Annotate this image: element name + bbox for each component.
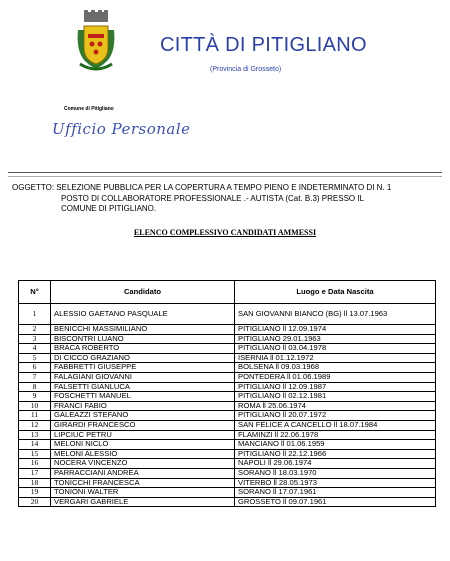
candidate-name: GALEAZZI STEFANO [51,411,235,421]
candidate-name: BRACA ROBERTO [51,344,235,354]
birth-info: PITIGLIANO ll 03.04.1978 [235,344,436,354]
table-row [19,440,436,450]
candidate-name: FABBRETTI GIUSEPPE [51,363,235,373]
row-number: 10 [19,401,51,411]
birth-info: PITIGLIANO ll 02.12.1981 [235,392,436,402]
row-number: 6 [19,363,51,373]
subject-line-1: OGGETTO: SELEZIONE PUBBLICA PER LA COPERTURA A TEMPO PIENO E INDETERMINATO DI N. 1 [12,183,392,192]
list-title: ELENCO COMPLESSIVO CANDIDATI AMMESSI [133,228,317,237]
candidate-name: MELONI NICLO [51,440,235,450]
candidate-name: FOSCHETTI MANUEL [51,392,235,402]
birth-info: MANCIANO ll 01.06.1959 [235,440,436,450]
table-row [19,459,436,469]
row-number: 7 [19,372,51,382]
birth-info: PITIGLIANO ll 12.09.1987 [235,382,436,392]
province-label: (Provincia di Grosseto) [210,66,282,73]
row-number: 3 [19,334,51,344]
candidate-name: BISCONTRI LUANO [51,334,235,344]
birth-info: VITERBO ll 28.05.1973 [235,478,436,488]
row-number: 18 [19,478,51,488]
table-row [19,325,436,335]
column-header-candidate: Candidato [51,281,235,304]
candidate-name: TONICCHI FRANCESCA [51,478,235,488]
row-number: 13 [19,430,51,440]
table-row [19,468,436,478]
candidate-name: PARRACCIANI ANDREA [51,468,235,478]
birth-info: PITIGLIANO ll 22.12.1966 [235,449,436,459]
birth-info: SAN GIOVANNI BIANCO (BG) ll 13.07.1963 [235,304,436,325]
candidate-name: GIRARDI FRANCESCO [51,420,235,430]
birth-info: PITIGLIANO ll 12.09.1974 [235,325,436,335]
birth-info: BOLSENA ll 09.03.1968 [235,363,436,373]
row-number: 17 [19,468,51,478]
candidate-name: FALAGIANI GIOVANNI [51,372,235,382]
table-row [19,420,436,430]
office-signature: Ufficio Personale [52,120,191,138]
row-number: 5 [19,353,51,363]
divider [8,172,442,173]
row-number: 12 [19,420,51,430]
table-row [19,488,436,498]
candidate-name: VERGARI GABRIELE [51,497,235,507]
divider [8,176,442,177]
candidate-name: MELONI ALESSIO [51,449,235,459]
row-number: 14 [19,440,51,450]
candidates-table [18,280,436,507]
candidate-name: ALESSIO GAETANO PASQUALE [51,304,235,325]
subject-line-3: COMUNE DI PITIGLIANO. [61,204,157,213]
birth-info: SORANO ll 17.07.1961 [235,488,436,498]
row-number: 9 [19,392,51,402]
candidate-name: FRANCI FABIO [51,401,235,411]
candidate-name: NOCERA VINCENZO [51,459,235,469]
candidate-name: LIPCIUC PETRU [51,430,235,440]
birth-info: NAPOLI ll 29.06.1974 [235,459,436,469]
table-row [19,411,436,421]
city-title: CITTÀ DI PITIGLIANO [160,34,367,56]
birth-info: PITIGLIANO 29.01.1963 [235,334,436,344]
birth-info: SORANO ll 18.03.1970 [235,468,436,478]
birth-info: ROMA ll 25.06.1974 [235,401,436,411]
coat-of-arms-icon [74,10,118,74]
column-header-number: N° [19,281,51,304]
candidate-name: TONIONI WALTER [51,488,235,498]
birth-info: ISERNIA ll 01.12.1972 [235,353,436,363]
row-number: 4 [19,344,51,354]
birth-info: SAN FELICE A CANCELLO ll 18.07.1984 [235,420,436,430]
candidate-name: DI CICCO GRAZIANO [51,353,235,363]
table-row [19,372,436,382]
row-number: 19 [19,488,51,498]
row-number: 11 [19,411,51,421]
subject-line-2: POSTO DI COLLABORATORE PROFESSIONALE .- AUTISTA (Cat. B.3) PRESSO IL [61,193,365,203]
birth-info: GROSSETO ll 09.07.1961 [235,497,436,507]
table-row [19,497,436,507]
birth-info: FLAMINZI ll 22.06.1978 [235,430,436,440]
candidate-name: FALSETTI GIANLUCA [51,382,235,392]
row-number: 20 [19,497,51,507]
row-number: 1 [19,304,51,325]
row-number: 15 [19,449,51,459]
birth-info: PITIGLIANO ll 20.07.1972 [235,411,436,421]
table-row [19,392,436,402]
row-number: 2 [19,325,51,335]
comune-label: Comune di Pitigliano [64,106,114,112]
column-header-birth: Luogo e Data Nascita [235,281,436,304]
table-row [19,344,436,354]
candidate-name: BENICCHI MASSIMILIANO [51,325,235,335]
birth-info: PONTEDERA ll 01.06.1989 [235,372,436,382]
subject-paragraph [12,183,440,215]
row-number: 8 [19,382,51,392]
table-header-row [19,281,436,304]
row-number: 16 [19,459,51,469]
table-row [19,304,436,325]
